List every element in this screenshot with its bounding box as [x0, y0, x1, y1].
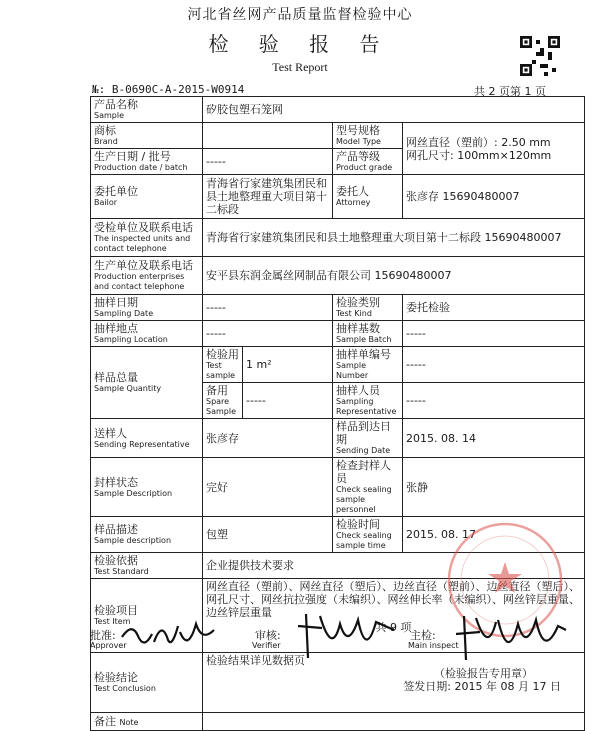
- table-row: 抽样日期 Sampling Date ----- 检验类别 Test Kind 委托检验: [91, 295, 585, 321]
- report-title: 检 验 报 告: [208, 32, 392, 56]
- verifier-label-en: Verifier: [252, 641, 281, 650]
- sending-date-value: 2015. 08. 14: [403, 419, 585, 458]
- label-test-conclusion: 检验结论: [94, 671, 138, 684]
- model-mesh-size: 网孔尺寸: 100mm×120mm: [406, 148, 552, 162]
- table-row: 备注 Note: [91, 713, 585, 731]
- label-sample: 产品名称: [94, 98, 138, 111]
- label-sending-representative: 送样人: [94, 426, 127, 440]
- brand-value: [203, 123, 333, 149]
- label-bailor: 委托单位: [94, 185, 138, 198]
- verifier-signature: [292, 606, 402, 666]
- page-info: 共 2 页第 1 页: [474, 85, 546, 98]
- label-model: 型号规格: [336, 124, 380, 137]
- sealing-state-value: 完好: [203, 458, 333, 517]
- label-sampling-location: 抽样地点: [94, 322, 138, 335]
- label-test-item: 检验项目: [94, 604, 138, 617]
- table-row: 备用 Spare Sample ----- 抽样人员 Sampling Representative -----: [91, 383, 585, 419]
- label-attorney: 委托人: [336, 185, 369, 198]
- remarks-value: [203, 713, 585, 731]
- test-conclusion-value: 检验结果详见数据页: [206, 654, 305, 667]
- label-spare-sample: 备用: [206, 384, 228, 397]
- table-row: 检验依据 Test Standard 企业提供技术要求: [91, 553, 585, 579]
- label-sending-date: 样品到达日期: [336, 420, 391, 446]
- verifier-label: 审核:: [255, 629, 281, 642]
- check-person-value: 张静: [403, 458, 585, 517]
- seal-caption: （检验报告专用章）: [434, 667, 533, 680]
- label-test-standard: 检验依据: [94, 554, 138, 567]
- table-row: 检验结论 Test Conclusion 检验结果详见数据页 （检验报告专用章） 签发日期: 2015 年 08 月 17 日: [91, 653, 585, 713]
- label-grade: 产品等级: [336, 150, 380, 163]
- check-time-value: 2015. 08. 17: [403, 517, 585, 553]
- label-sealing-state: 封样状态: [94, 475, 138, 489]
- model-diameter: 网丝直径（塑前）: 2.50 mm: [406, 135, 551, 149]
- table-row: 生产日期 / 批号 Production date / batch ----- 产品等级 Product grade: [91, 149, 585, 175]
- production-date-value: -----: [203, 149, 333, 175]
- organization-name: 河北省丝网产品质量监督检验中心: [187, 7, 413, 23]
- sending-representative-value: 张彦存: [203, 419, 333, 458]
- table-row: 委托单位 Bailor 青海省行家建筑集团民和县土地整理重大项目第十二标段 委托人 Attorney 张彦存 15690480007: [91, 175, 585, 219]
- label-remarks: 备注: [94, 714, 116, 728]
- label-inspected-unit: 受检单位及联系电话: [94, 221, 193, 234]
- label-sample-number: 抽样单编号: [336, 348, 391, 361]
- approver-label-en: Approver: [90, 641, 127, 650]
- production-enterprise-value: 安平县东润金属丝网制品有限公司 15690480007: [203, 257, 585, 295]
- label-sample-description: 样品描述: [94, 523, 138, 536]
- inspected-unit-value: 青海省行家建筑集团民和县土地整理重大项目第十二标段 15690480007: [203, 219, 585, 257]
- table-row: 检验项目 Test Item 网丝直径（塑前）、网丝直径（塑后）、边丝直径（塑前）、边丝直径（塑后）、网孔尺寸、网丝抗拉强度（未编织）、网丝伸长率（未编织）、网丝锌层重量、边丝锌层重量 共 9 项: [91, 579, 585, 653]
- test-item-value: 网丝直径（塑前）、网丝直径（塑后）、边丝直径（塑前）、边丝直径（塑后）、网孔尺寸、网丝抗拉强度（未编织）、网丝伸长率（未编织）、网丝锌层重量、边丝锌层重量: [206, 580, 580, 619]
- label-check-time: 检验时间: [336, 518, 380, 531]
- table-row: 生产单位及联系电话 Production enterprises and contact telephone 安平县东润金属丝网制品有限公司 15690480007: [91, 257, 585, 295]
- table-row: 商标 Brand 型号规格 Model Type 网丝直径（塑前）: 2.50 mm 网孔尺寸: 100mm×120mm: [91, 123, 585, 149]
- attorney-value: 张彦存 15690480007: [403, 175, 585, 219]
- sampling-representative-value: -----: [403, 383, 585, 419]
- table-row: 封样状态 Sample Description 完好 检查封样人员 Check sealing sample personnel 张静: [91, 458, 585, 517]
- table-row: 样品描述 Sample description 包塑 检验时间 Check sealing sample time 2015. 08. 17: [91, 517, 585, 553]
- label-check-person: 检查封样人员: [336, 459, 391, 485]
- label-test-kind: 检验类别: [336, 296, 380, 309]
- sample-description-value: 包塑: [203, 517, 333, 553]
- test-standard-value: 企业提供技术要求: [203, 553, 585, 579]
- inspector-label-en: Main inspect: [408, 641, 459, 650]
- sampling-date-value: -----: [203, 295, 333, 321]
- table-row: 受检单位及联系电话 The inspected units and contact telephone 青海省行家建筑集团民和县土地整理重大项目第十二标段 15690480007: [91, 219, 585, 257]
- sample-batch-value: -----: [403, 321, 585, 347]
- label-sampling-date: 抽样日期: [94, 296, 138, 309]
- sample-value: 矽胶包塑石笼网: [203, 97, 585, 123]
- table-row: 送样人 Sending Representative 张彦存 样品到达日期 Sending Date 2015. 08. 14: [91, 419, 585, 458]
- label-sample-quantity: 样品总量: [94, 371, 138, 384]
- label-test-sample: 检验用: [206, 348, 239, 361]
- inspector-signature: [452, 606, 572, 666]
- table-row: 产品名称 Sample 矽胶包塑石笼网: [91, 97, 585, 123]
- label-brand: 商标: [94, 124, 116, 137]
- spare-sample-value: -----: [243, 383, 333, 419]
- test-sample-value: 1 m²: [243, 347, 333, 383]
- test-kind-value: 委托检验: [403, 295, 585, 321]
- label-sampling-representative: 抽样人员: [336, 384, 380, 397]
- test-item-count: 共 9 项: [375, 621, 412, 634]
- table-row: 样品总量 Sample Quantity 检验用 Test sample 1 m² 抽样单编号 Sample Number -----: [91, 347, 585, 383]
- approver-label: 批准:: [90, 629, 116, 642]
- report-number: №: B-0690C-A-2015-W0914: [92, 83, 245, 96]
- qr-code-icon: [520, 36, 560, 76]
- report-title-en: Test Report: [272, 60, 328, 74]
- sample-number-value: -----: [403, 347, 585, 383]
- label-sample-batch: 抽样基数: [336, 322, 380, 335]
- issue-date: 签发日期: 2015 年 08 月 17 日: [403, 680, 561, 693]
- inspector-label: 主检:: [410, 629, 436, 642]
- table-row: 抽样地点 Sampling Location ----- 抽样基数 Sample Batch -----: [91, 321, 585, 347]
- sampling-location-value: -----: [203, 321, 333, 347]
- bailor-value: 青海省行家建筑集团民和县土地整理重大项目第十二标段: [203, 175, 333, 219]
- label-production-date: 生产日期 / 批号: [94, 150, 171, 163]
- label-production-enterprise: 生产单位及联系电话: [94, 259, 193, 272]
- approver-signature: [118, 612, 218, 657]
